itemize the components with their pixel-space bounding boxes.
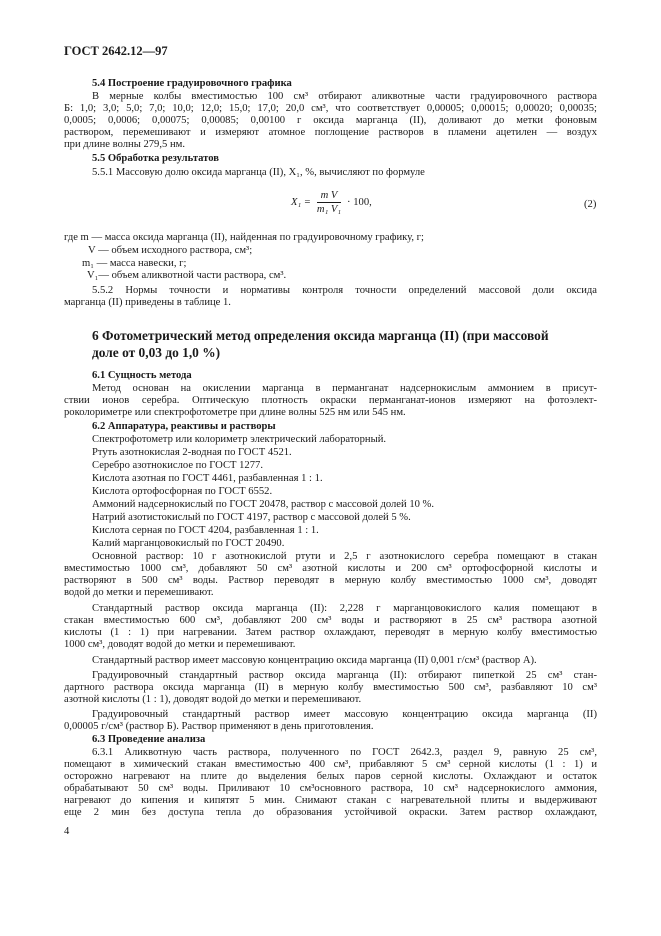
text-line: осторожно нагревают на плите до выделения белых паров серной кислоты. Охлаждают и остаток — [64, 771, 597, 782]
text-line: вместимостью 1000 см³, добавляют 50 см³ азотной кислоты и 200 см³ ортофосфорной кислоты и — [64, 563, 597, 574]
formula-numerator: m V — [317, 190, 342, 203]
section-title-6-1: 6.1 Сущность метода — [92, 370, 192, 381]
text-line: 0,0005; 0,0006; 0,00075; 0,00085; 0,00100 г оксида марганца (II), доливают до метки фоновым — [64, 115, 597, 126]
text-line: Градуировочный стандартный раствор оксида марганца (II): отбирают пипеткой 25 см³ стан- — [92, 670, 597, 681]
where-line: где m — масса оксида марганца (II), найденная по градуировочному графику, г; — [64, 232, 424, 243]
reagent-item: Аммоний надсернокислый по ГОСТ 20478, раствор с массовой долей 10 %. — [92, 499, 435, 510]
text-line: дартного раствора оксида марганца (II) в мерную колбу вместимостью 500 см³, разбавляют 10 см³ — [64, 682, 597, 693]
text-line: Стандартный раствор оксида марганца (II): 2,228 г марганцовокислого калия помещают в — [92, 603, 597, 614]
where-line: V — объем исходного раствора, см³; — [88, 245, 253, 256]
text-line: роколориметре или спектрофотометре при длине волны 525 нм или 545 нм. — [64, 407, 406, 418]
text-line: еще 2 мин без доступа тепла до образования устойчивой окраски. Затем раствор охлаждают, — [64, 807, 597, 818]
reagent-item: Спектрофотометр или колориметр электрический лабораторный. — [92, 434, 387, 445]
text-line: 5.5.2 Нормы точности и нормативы контроля точности определений массовой доли оксида — [92, 285, 597, 296]
text-line: кислоты (1 : 1) при нагревании. Затем раствор охлаждают, переводят в мерную колбу вместимостью — [64, 627, 597, 638]
text-line: Б: 1,0; 3,0; 5,0; 7,0; 10,0; 12,0; 15,0; 17,0; 20,0 см³, что соответствует 0,00005; 0,00015; 0,00020; 0,00035; — [64, 103, 597, 114]
formula — [291, 190, 372, 215]
reagent-item: Калий марганцовокислый по ГОСТ 20490. — [92, 538, 285, 549]
text-line: марганца (II) приведены в таблице 1. — [64, 297, 231, 308]
text-line: стакан вместимостью 600 см³, добавляют 200 см³ воды и растворяют в 25 см³ раствора азотной — [64, 615, 597, 626]
text-line: Стандартный раствор имеет массовую концентрацию оксида марганца (II) 0,001 г/см³ (раствор А). — [92, 655, 537, 666]
text-line: Градуировочный стандартный раствор имеет массовую концентрацию оксида марганца (II) — [92, 709, 597, 720]
text-line: растворяют в 500 см³ воды. Раствор переводят в мерную колбу вместимостью 1000 см³, доводят — [64, 575, 597, 586]
reagent-item: Кислота азотная по ГОСТ 4461, разбавленная 1 : 1. — [92, 473, 323, 484]
text-line: при длине волны 279,5 нм. — [64, 139, 185, 150]
reagent-item: Кислота серная по ГОСТ 4204, разбавленная 1 : 1. — [92, 525, 319, 536]
section-title-6-2: 6.2 Аппаратура, реактивы и растворы — [92, 421, 276, 432]
text-line: 1000 см³, доводят водой до метки и перемешивают. — [64, 639, 296, 650]
reagent-item: Серебро азотнокислое по ГОСТ 1277. — [92, 460, 263, 471]
reagent-item: Кислота ортофосфорная по ГОСТ 6552. — [92, 486, 273, 497]
formula-lhs: X₁ = — [291, 196, 311, 208]
section-title-5-5: 5.5 Обработка результатов — [92, 153, 219, 164]
where-line: m₁ — масса навески, г; — [82, 258, 187, 269]
text-line: помещают в химический стакан вместимостью 400 см³, прибавляют 5 см³ серной кислоты (1 : 1) и — [64, 759, 597, 770]
formula-denominator: m₁ V₁ — [316, 204, 342, 215]
section-title-6-cont: доле от 0,03 до 1,0 %) — [92, 345, 221, 360]
page-number: 4 — [64, 826, 70, 837]
formula-tail: · 100, — [347, 196, 372, 208]
text-line: В мерные колбы вместимостью 100 см³ отбирают аликвотные части градуировочного раствора — [92, 91, 597, 102]
text-line: азотной кислоты (1 : 1), доводят водой до метки и перемешивают. — [64, 694, 362, 705]
section-title-6: 6 Фотометрический метод определения оксида марганца (II) (при массовой — [92, 328, 549, 343]
section-title-6-3: 6.3 Проведение анализа — [92, 734, 206, 745]
reagent-item: Ртуть азотнокислая 2-водная по ГОСТ 4521. — [92, 447, 292, 458]
where-line: V₁— объем аликвотной части раствора, см³. — [87, 270, 287, 281]
text-line: 5.5.1 Массовую долю оксида марганца (II), X₁, %, вычисляют по формуле — [92, 167, 425, 178]
section-title-5-4: 5.4 Построение градуировочного графика — [92, 78, 292, 89]
reagent-item: Натрий азотистокислый по ГОСТ 4197, раствор с массовой долей 5 %. — [92, 512, 411, 523]
text-line: водой до метки и перемешивают. — [64, 587, 214, 598]
formula-fraction — [317, 190, 342, 215]
text-line: Метод основан на окислении марганца в перманганат надсернокислым аммонием в присут- — [92, 383, 597, 394]
text-line: Основной раствор: 10 г азотнокислой ртути и 2,5 г азотнокислого серебра помещают в стакан — [92, 551, 597, 562]
text-line: обрабатывают 50 см³ воды. Приливают 10 см³основного раствора, 10 см³ надсернокислого аммония, — [64, 783, 597, 794]
text-line: 0,00005 г/см³ (раствор Б). Раствор применяют в день приготовления. — [64, 721, 374, 732]
equation-number: (2) — [584, 199, 597, 210]
text-line: 6.3.1 Аликвотную часть раствора, полученного по ГОСТ 2642.3, раздел 9, равную 25 см³, — [92, 747, 597, 758]
text-line: раствором, перемешивают и измеряют атомное поглощение растворов в пламени ацетилен — воздух — [64, 127, 597, 138]
text-line: нагревают до кипения и кипятят 5 мин. Снимают стакан с нагревательной плиты и выдерживают — [64, 795, 597, 806]
text-line: ствии ионов серебра. Оптическую плотность окраски перманганат-ионов измеряют на фотоэлект- — [64, 395, 597, 406]
doc-header: ГОСТ 2642.12—97 — [64, 44, 168, 58]
